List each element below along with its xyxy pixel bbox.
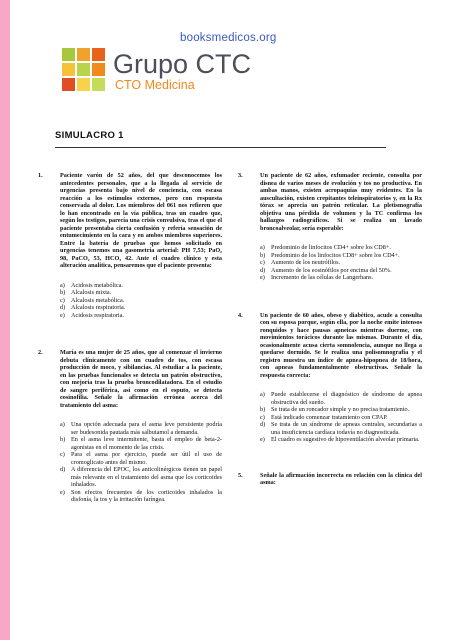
option-text: Aumento de los neutrófilos. (271, 259, 341, 266)
question-2 (38, 349, 222, 504)
answer-option (60, 421, 222, 436)
option-letter: e) (60, 311, 65, 319)
answer-option (60, 304, 222, 312)
logo-subtitle: CTO Medicina (115, 78, 195, 92)
answer-option (60, 489, 222, 504)
option-letter: b) (60, 289, 66, 296)
option-text: Está indicado comenzar tratamiento con CPAP. (271, 413, 388, 421)
logo-tile (77, 78, 90, 91)
option-letter: e) (260, 274, 265, 281)
answer-option (260, 259, 422, 267)
logo-mosaic-icon (62, 48, 107, 93)
logo-tile (77, 63, 90, 76)
option-letter: e) (60, 488, 65, 496)
question-3 (238, 172, 422, 282)
question-stem: Señale la afirmación incorrecta en relación con la clínica del asma: (260, 471, 422, 486)
question-number: 5. (238, 471, 243, 479)
option-letter: c) (60, 296, 65, 304)
logo-tile (92, 63, 105, 76)
answer-option (260, 421, 422, 436)
watermark-text: booksmedicos.org (180, 32, 277, 44)
options-list (260, 391, 422, 444)
options-list (60, 282, 222, 320)
option-text: Alcalosis metabólica. (71, 296, 125, 304)
question-number: 2. (38, 349, 43, 356)
logo-tile (77, 48, 90, 61)
question-stem: Un paciente de 62 años, exfumador reciente, consulta por disnea de varios meses de evolución y tos no productiva. En ambas manos, existen acropaquias muy evidentes. En la auscultación, existen crepitantes teleinspiratorios y, en la Rx tórax se aprecia un patrón reticular. La pletismografía objetiva una pérdida de volumen y la TC confirma los hallazgos radiográficos. Si se realiza un lavado broncoalveolar, sería esperable: (260, 172, 422, 232)
answer-option (60, 289, 222, 297)
option-letter: b) (60, 436, 66, 443)
logo-title: Grupo CTC (113, 49, 252, 79)
option-text: Se trata de un roncador simple y no precisa tratamiento. (271, 406, 410, 413)
option-text: Aumento de los eosinófilos por encima del 50%. (271, 266, 392, 274)
right-column (238, 172, 422, 487)
answer-option (60, 436, 222, 451)
option-text: Incremento de las células de Langerhans. (271, 274, 374, 281)
option-text: Predominio de linfocitos CD4+ sobre los CD8+. (271, 244, 391, 251)
question-number: 3. (238, 172, 243, 179)
option-text: Para el asma por ejercicio, puede ser útil el uso de cromoglicato antes del mismo. (71, 451, 222, 466)
answer-option (60, 312, 222, 320)
option-letter: b) (260, 406, 266, 413)
question-stem: Paciente varón de 52 años, del que desconocemos los antecedentes personales, que a la llegada al servicio de urgencias presenta bajo nivel de conciencia, con escasa reacción a los estímulos externos, pero con respuesta conservada al dolor. Los miembros del 061 nos refieren que lo han encontrado en la vía pública, tras un cuadro que, según los testigos, parecía una crisis convulsiva, tras el que el paciente presentaba cierta confusión y refería sensación de entumecimiento en la cara y en ambos miembros superiores. Entre la batería de pruebas que hemos solicitado en urgencias tenemos una gasometría arterial: PH 7,53; PaO₂ 98, PaCO₂ 53, HCO₃ 42. Ante el cuadro clínico y esta alteración analítica, pensaremos que el paciente presenta: (60, 172, 222, 269)
answer-option (60, 451, 222, 466)
options-list (60, 421, 222, 504)
page-accent-bar (0, 0, 10, 640)
option-letter: d) (60, 466, 66, 473)
option-text: Acidosis metabólica. (71, 281, 123, 289)
question-number: 1. (38, 172, 43, 179)
question-number: 4. (238, 311, 243, 319)
logo-tile (92, 78, 105, 91)
option-letter: b) (260, 251, 266, 259)
option-text: En el asma leve intermitente, basta el empleo de beta-2-agonistas en el momento de las crisis. (71, 436, 222, 451)
option-letter: a) (260, 391, 265, 398)
option-letter: d) (260, 266, 266, 274)
document-title: SIMULACRO 1 (55, 130, 124, 141)
option-letter: a) (60, 421, 65, 428)
question-stem: María es una mujer de 25 años, que al comenzar el invierno debuta clínicamente con un cuadro de tos, con escasa producción de moco, y sibilancias. Al estudiar a la paciente, en las pruebas funcionales se detecta un patrón obstructivo, con mejoría tras la prueba broncodilatadora. En el estudio de sangre periférica, así como en el esputo, se detecta eosinofilia. Señale la afirmación errónea acerca del tratamiento del asma: (60, 349, 222, 409)
logo-tile (62, 48, 75, 61)
option-letter: a) (260, 244, 265, 251)
answer-option (260, 414, 422, 422)
answer-option (260, 252, 422, 260)
question-4 (238, 312, 422, 444)
answer-option (260, 244, 422, 252)
option-text: El cuadro es sugestivo de hipoventilación alveolar primaria. (271, 436, 420, 443)
option-letter: c) (260, 413, 265, 421)
option-text: Alcalosis mixta. (71, 289, 112, 296)
answer-option (260, 391, 422, 406)
option-letter: e) (260, 436, 265, 443)
option-text: A diferencia del EPOC, los anticolinérgicos tienen un papel más relevante en el tratamiento del asma que los corticoides inhalados. (71, 466, 222, 488)
question-stem: Un paciente de 60 años, obeso y diabético, acude a consulta con su esposa porque, según ella, por la noche emite intensos ronquidos y hace pausas apneicas mientras duerme, con movimientos torácicos durante las mismas. Durante el día, ocasionalmente acusa cierta somnolencia, aunque no llega a quedarse dormido. Se le realiza una polisomnografía y el registro muestra un índice de apnea-hipopnea de 18/hora, con apneas fundamentalmente obstructivas. Señale la respuesta correcta: (260, 311, 422, 379)
option-text: Una opción adecuada para el asma leve persistente podría ser budesonida pautada más salbutamol a demanda. (71, 421, 222, 436)
answer-option (60, 466, 222, 489)
option-letter: c) (260, 259, 265, 266)
options-list (260, 244, 422, 282)
title-divider (55, 147, 386, 148)
logo-tile (62, 63, 75, 76)
option-text: Se trata de un síndrome de apneas centrales, secundarias a una insuficiencia cardíaca todavía no diagnosticada. (271, 421, 422, 436)
option-letter: a) (60, 281, 65, 289)
answer-option (260, 436, 422, 444)
option-letter: c) (60, 451, 65, 458)
question-5 (238, 472, 422, 487)
logo-tile (62, 78, 75, 91)
answer-option (60, 282, 222, 290)
answer-option (260, 406, 422, 414)
option-text: Son efectos frecuentes de los corticoides inhalados la disfonía, la tos y la irritación faríngea. (71, 488, 222, 503)
option-text: Alcalosis respiratoria. (71, 304, 126, 311)
logo-tile (92, 48, 105, 61)
answer-option (260, 274, 422, 282)
option-text: Puede establecerse el diagnóstico de síndrome de apnea obstructiva del sueño. (271, 391, 422, 406)
answer-option (260, 267, 422, 275)
answer-option (60, 297, 222, 305)
option-letter: d) (260, 421, 266, 428)
option-letter: d) (60, 304, 66, 311)
option-text: Predominio de los linfocitos CD8+ sobre los CD4+. (271, 251, 400, 259)
question-1 (38, 172, 222, 319)
option-text: Acidosis respiratoria. (71, 311, 124, 319)
left-column (38, 172, 222, 504)
